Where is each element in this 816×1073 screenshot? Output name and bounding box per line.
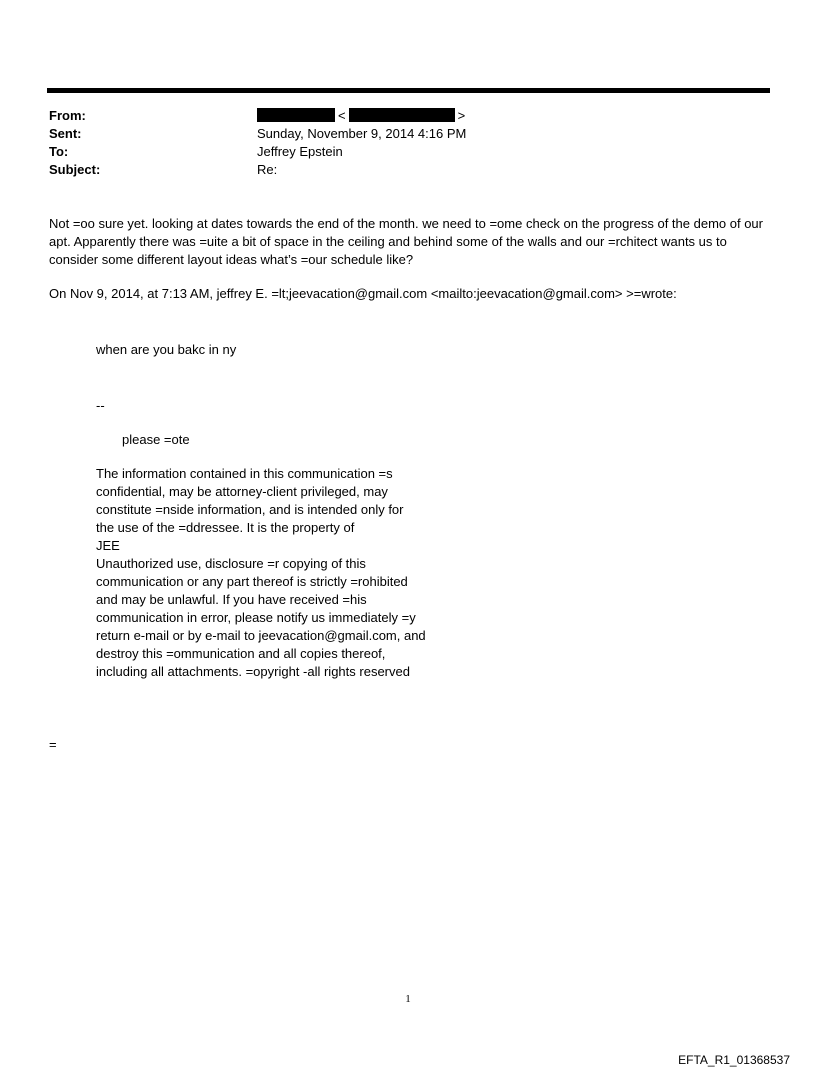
subject-label: Subject: <box>49 162 101 177</box>
quoted-message: when are you bakc in ny <box>96 342 237 357</box>
document-id: EFTA_R1_01368537 <box>678 1053 790 1067</box>
notice-line: Unauthorized use, disclosure =r copying of this <box>96 556 366 571</box>
notice-line: including all attachments. =opyright -all rights reserved <box>96 664 410 679</box>
notice-line: and may be unlawful. If you have received =his <box>96 592 367 607</box>
confidentiality-notice <box>96 465 426 681</box>
trailing-mark: = <box>49 737 57 752</box>
notice-line: communication in error, please notify us immediately =y <box>96 610 416 625</box>
to-label: To: <box>49 144 69 159</box>
signature-separator: -- <box>96 398 105 413</box>
from-value <box>257 107 468 125</box>
sent-value: Sunday, November 9, 2014 4:16 PM <box>257 126 467 141</box>
notice-line: return e-mail or by e-mail to jeevacation@gmail.com, and <box>96 628 426 643</box>
please-note: please =ote <box>122 432 190 447</box>
notice-line: constitute =nside information, and is intended only for <box>96 502 404 517</box>
page-number: 1 <box>405 993 411 1005</box>
header-rule <box>47 88 770 93</box>
subject-value: Re: <box>257 162 278 177</box>
notice-line: The information contained in this communication =s <box>96 466 393 481</box>
notice-line: communication or any part thereof is strictly =rohibited <box>96 574 408 589</box>
notice-line: JEE <box>96 538 120 553</box>
reply-paragraph: Not =oo sure yet. looking at dates towards the end of the month. we need to =ome check on the progress of the demo of our apt. Apparently there was =uite a bit of space in the ceiling and behind some of the walls and our =rchitect wants us to consider some different layout ideas what’s =our schedule like? <box>49 216 763 267</box>
to-value: Jeffrey Epstein <box>257 144 343 159</box>
sent-label: Sent: <box>49 126 82 141</box>
from-lt: < <box>338 108 346 123</box>
notice-line: confidential, may be attorney-client privileged, may <box>96 484 388 499</box>
notice-line: destroy this =ommunication and all copies thereof, <box>96 646 386 661</box>
redacted-sender-name <box>257 108 335 122</box>
notice-line: the use of the =ddressee. It is the property of <box>96 520 355 535</box>
from-label: From: <box>49 108 86 123</box>
redacted-sender-email <box>349 108 455 122</box>
quote-header: On Nov 9, 2014, at 7:13 AM, jeffrey E. =lt;jeevacation@gmail.com <mailto:jeevacation@gmail.com> >=wrote: <box>49 286 677 301</box>
from-gt: > <box>457 108 466 123</box>
